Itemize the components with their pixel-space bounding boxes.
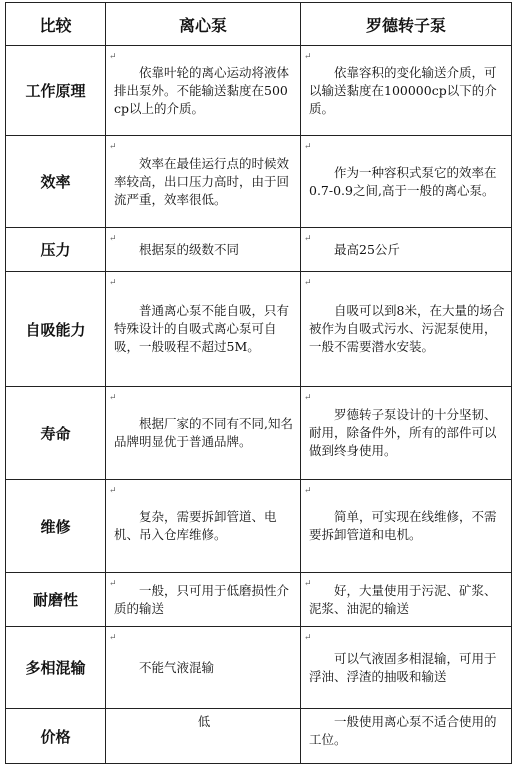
table-row <box>6 573 512 627</box>
rotor-cell: ↵ 最高25公斤 <box>301 228 512 272</box>
centrifugal-cell: ↵ 效率在最佳运行点的时候效率较高，出口压力高时，由于回流严重，效率很低。 <box>106 136 301 228</box>
row-label: 自吸能力 <box>6 272 106 387</box>
header-centrifugal-pump: 离心泵 <box>106 3 301 46</box>
paragraph-mark-icon: ↵ <box>304 633 312 643</box>
table-row <box>6 480 512 573</box>
paragraph-mark-icon: ↵ <box>109 234 117 244</box>
centrifugal-cell: ↵ 普通离心泵不能自吸，只有特殊设计的自吸式离心泵可自吸，一般吸程不超过5M。 <box>106 272 301 387</box>
table-row <box>6 46 512 136</box>
rotor-cell: ↵ 作为一种容积式泵它的效率在0.7-0.9之间,高于一般的离心泵。 <box>301 136 512 228</box>
rotor-cell: ↵ 依靠容积的变化输送介质，可以输送黏度在100000cp以下的介质。 <box>301 46 512 136</box>
row-label: 寿命 <box>6 387 106 480</box>
centrifugal-cell: ↵ 根据泵的级数不同 <box>106 228 301 272</box>
paragraph-mark-icon: ↵ <box>304 142 312 152</box>
table-row <box>6 228 512 272</box>
rotor-cell: ↵ 好，大量使用于污泥、矿浆、泥浆、油泥的输送 <box>301 573 512 627</box>
rotor-cell: ↵ 简单，可实现在线维修，不需要拆卸管道和电机。 <box>301 480 512 573</box>
paragraph-mark-icon: ↵ <box>304 579 312 589</box>
centrifugal-cell: ↵ 依靠叶轮的离心运动将液体排出泵外。不能输送黏度在500cp以上的介质。 <box>106 46 301 136</box>
centrifugal-cell: ↵ 复杂，需要拆卸管道、电机、吊入仓库维修。 <box>106 480 301 573</box>
header-row <box>6 3 512 46</box>
row-label: 维修 <box>6 480 106 573</box>
header-rotor-pump: 罗德转子泵 <box>301 3 512 46</box>
centrifugal-cell: 低 <box>106 709 301 764</box>
row-label: 价格 <box>6 709 106 764</box>
paragraph-mark-icon: ↵ <box>304 234 312 244</box>
row-label: 多相混输 <box>6 627 106 709</box>
table-row <box>6 387 512 480</box>
centrifugal-cell: ↵ 一般，只可用于低磨损性介质的输送 <box>106 573 301 627</box>
row-label: 效率 <box>6 136 106 228</box>
paragraph-mark-icon: ↵ <box>304 52 312 62</box>
comparison-table <box>5 2 512 764</box>
paragraph-mark-icon: ↵ <box>304 486 312 496</box>
rotor-cell: ↵ 自吸可以到8米，在大量的场合被作为自吸式污水、污泥泵使用，一般不需要潜水安装。 <box>301 272 512 387</box>
rotor-cell: ↵ 罗德转子泵设计的十分坚韧、耐用，除备件外，所有的部件可以做到终身使用。 <box>301 387 512 480</box>
table-row <box>6 272 512 387</box>
paragraph-mark-icon: ↵ <box>304 278 312 288</box>
paragraph-mark-icon: ↵ <box>109 393 117 403</box>
row-label: 耐磨性 <box>6 573 106 627</box>
paragraph-mark-icon: ↵ <box>109 579 117 589</box>
centrifugal-cell: ↵ 根据厂家的不同有不同,知名品牌明显优于普通品牌。 <box>106 387 301 480</box>
paragraph-mark-icon: ↵ <box>109 278 117 288</box>
table-row <box>6 136 512 228</box>
row-label: 工作原理 <box>6 46 106 136</box>
centrifugal-cell: ↵ 不能气液混输 <box>106 627 301 709</box>
paragraph-mark-icon: ↵ <box>304 393 312 403</box>
paragraph-mark-icon: ↵ <box>109 52 117 62</box>
paragraph-mark-icon: ↵ <box>109 486 117 496</box>
row-label: 压力 <box>6 228 106 272</box>
header-compare: 比较 <box>6 3 106 46</box>
rotor-cell: 一般使用离心泵不适合使用的工位。 <box>301 709 512 764</box>
table-row <box>6 627 512 709</box>
paragraph-mark-icon: ↵ <box>109 633 117 643</box>
rotor-cell: ↵ 可以气液固多相混输，可用于浮油、浮渣的抽吸和输送 <box>301 627 512 709</box>
paragraph-mark-icon: ↵ <box>109 142 117 152</box>
table-row <box>6 709 512 764</box>
